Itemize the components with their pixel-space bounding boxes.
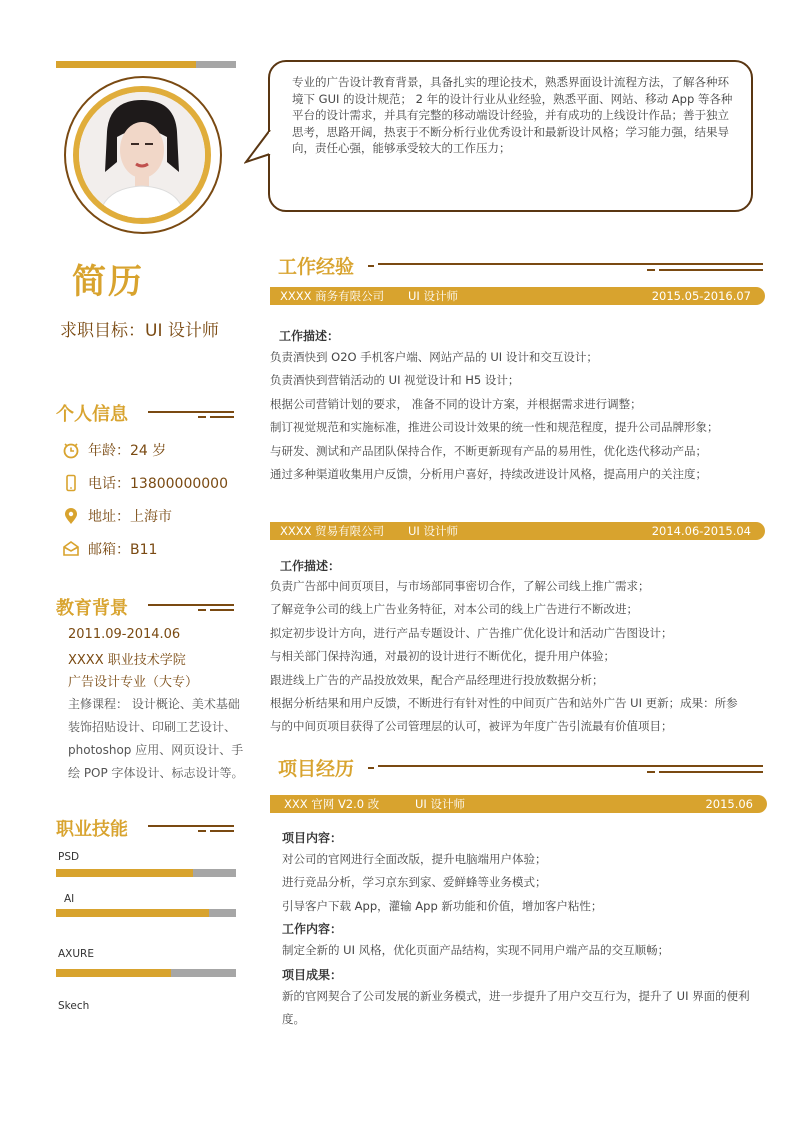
- clock-icon: [62, 441, 80, 459]
- job-desc-list: [270, 346, 730, 486]
- list-item: 负责酒快到 O2O 手机客户端、网站产品的 UI 设计和交互设计；: [270, 350, 598, 364]
- section-dash: [198, 609, 206, 611]
- address-text: 地址：上海市: [88, 509, 172, 525]
- education-courses: 主修课程： 设计概论、美术基础装饰招贴设计、印刷工艺设计、photoshop 应用、网页设计、手绘 POP 字体设计、标志设计等。: [68, 697, 244, 780]
- section-dash: [198, 830, 206, 832]
- job-company: XXXX 商务有限公司: [280, 289, 385, 303]
- skill-bar-ai: [56, 909, 236, 917]
- list-item: 跟进线上广告的产品投放效果，配合产品经理进行投放数据分析；: [270, 672, 604, 687]
- project-header: [270, 795, 767, 813]
- email-text: 邮箱：B11: [88, 542, 158, 558]
- job-objective: 求职目标：UI 设计师: [60, 321, 219, 341]
- project-work-title: 工作内容：: [282, 922, 343, 936]
- skill-name: AI: [64, 893, 75, 905]
- summary-text: 专业的广告设计教育背景，具备扎实的理论技术，熟悉界面设计流程方法，了解各种环境下 GUI 的设计规范； 2 年的设计行业从业经验，熟悉平面、网站、移动 App 等各种平台的设计需求，并具有完整的移动端设计经验，并有成功的上线设计作品；善于独立思考，思路开阔，热衷于不断分析行业优秀设计和最新设计风格；学习能力强，结果导向，责任心强，能够承受较大的工作压力；: [292, 75, 733, 155]
- job-desc-title: 工作描述：: [280, 559, 341, 573]
- list-item: 根据分析结果和用户反馈，不断进行有针对性的中间页广告和站外广告 UI 更新；成果：所参与的中间页项目获得了公司管理层的认可，被评为年度广告引流最有价值项目；: [270, 696, 738, 734]
- email-row: [62, 539, 157, 559]
- phone-icon: [62, 474, 80, 492]
- top-accent-bar-gray: [196, 61, 236, 68]
- job-desc-list: [270, 575, 738, 739]
- project-result-title: 项目成果：: [282, 968, 343, 982]
- top-accent-bar: [56, 61, 196, 68]
- section-dash: [210, 609, 234, 611]
- skill-name: PSD: [58, 851, 80, 863]
- project-name: XXX 官网 V2.0 改: [284, 797, 380, 811]
- job-role: UI 设计师: [408, 524, 458, 538]
- job-company: XXXX 贸易有限公司: [280, 524, 385, 538]
- avatar: [73, 86, 211, 224]
- section-rule: [148, 604, 234, 606]
- job-header-1: [270, 287, 765, 305]
- list-item: 对公司的官网进行全面改版，提升电脑端用户体验；: [282, 852, 547, 866]
- project-role: UI 设计师: [415, 797, 465, 811]
- section-dash: [198, 416, 206, 418]
- project-content-title: 项目内容：: [282, 831, 343, 845]
- section-dash: [659, 771, 763, 773]
- list-item: 负责酒快到营销活动的 UI 视觉设计和 H5 设计；: [270, 373, 520, 388]
- education-heading: 教育背景: [56, 598, 128, 619]
- section-dash: [368, 767, 374, 769]
- projects-heading: 项目经历: [278, 758, 355, 780]
- resume-title: 简历: [72, 262, 144, 302]
- mail-icon: [62, 540, 80, 558]
- age-text: 年龄：24 岁: [88, 443, 167, 459]
- list-item: 引导客户下载 App，灌输 App 新功能和价值，增加客户粘性；: [282, 898, 603, 913]
- job-header-2: [270, 522, 765, 540]
- bubble-pointer: [244, 128, 272, 168]
- skill-name: Skech: [58, 1000, 90, 1012]
- project-content-list: [282, 848, 752, 918]
- job-desc-title: 工作描述：: [279, 329, 340, 343]
- list-item: 拟定初步设计方向，进行产品专题设计、广告推广优化设计和活动广告图设计；: [270, 625, 673, 640]
- location-pin-icon: [62, 507, 80, 525]
- list-item: 负责广告部中间页项目，与市场部同事密切合作，了解公司线上推广需求；: [270, 579, 650, 593]
- section-dash: [647, 771, 655, 773]
- section-dash: [210, 416, 234, 418]
- section-dash: [659, 269, 763, 271]
- section-rule: [378, 765, 763, 767]
- address-row: [62, 506, 172, 526]
- job-period: 2014.06-2015.04: [651, 524, 751, 538]
- section-dash: [647, 269, 655, 271]
- list-item: 与相关部门保持沟通，对最初的设计进行不断优化，提升用户体验；: [270, 649, 615, 664]
- education-period: 2011.09-2014.06: [68, 627, 181, 642]
- job-role: UI 设计师: [408, 289, 458, 303]
- phone-row: [62, 473, 228, 493]
- skill-fill: [56, 869, 193, 877]
- section-rule: [378, 263, 763, 265]
- project-work-text: 制定全新的 UI 风格，优化页面产品结构，实现不同用户端产品的交互顺畅；: [282, 943, 670, 957]
- project-period: 2015.06: [705, 797, 753, 811]
- list-item: 制订视觉规范和实施标准，推进公司设计效果的统一性和规范程度，提升公司品牌形象；: [270, 420, 719, 435]
- skills-heading: 职业技能: [56, 819, 128, 840]
- phone-text: 电话：13800000000: [88, 476, 228, 492]
- job-period: 2015.05-2016.07: [651, 289, 751, 303]
- work-heading: 工作经验: [278, 256, 355, 278]
- project-result-text: 新的官网契合了公司发展的新业务模式，进一步提升了用户交互行为，提升了 UI 界面的便利度。: [282, 989, 750, 1027]
- personal-info-heading: 个人信息: [56, 404, 128, 425]
- skill-fill: [56, 909, 209, 917]
- section-dash: [368, 265, 374, 267]
- education-school: XXXX 职业技术学院: [68, 653, 186, 668]
- list-item: 与研发、测试和产品团队保持合作，不断更新现有产品的易用性，优化迭代移动产品；: [270, 443, 707, 458]
- skill-fill: [56, 969, 171, 977]
- skill-bar-psd: [56, 869, 236, 877]
- section-dash: [210, 830, 234, 832]
- list-item: 根据公司营销计划的要求， 准备不同的设计方案，并根据需求进行调整；: [270, 396, 642, 411]
- list-item: 了解竞争公司的线上广告业务特征，对本公司的线上广告进行不断改进；: [270, 602, 638, 617]
- section-rule: [148, 825, 234, 827]
- list-item: 进行竞品分析，学习京东到家、爱鲜蜂等业务模式；: [282, 875, 547, 890]
- list-item: 通过多种渠道收集用户反馈，分析用户喜好，持续改进设计风格，提高用户的关注度；: [270, 467, 707, 482]
- age-row: [62, 440, 166, 460]
- education-major: 广告设计专业（大专）: [68, 675, 199, 690]
- section-rule: [148, 411, 234, 413]
- skill-name: AXURE: [58, 948, 94, 960]
- skill-bar-axure: [56, 969, 236, 977]
